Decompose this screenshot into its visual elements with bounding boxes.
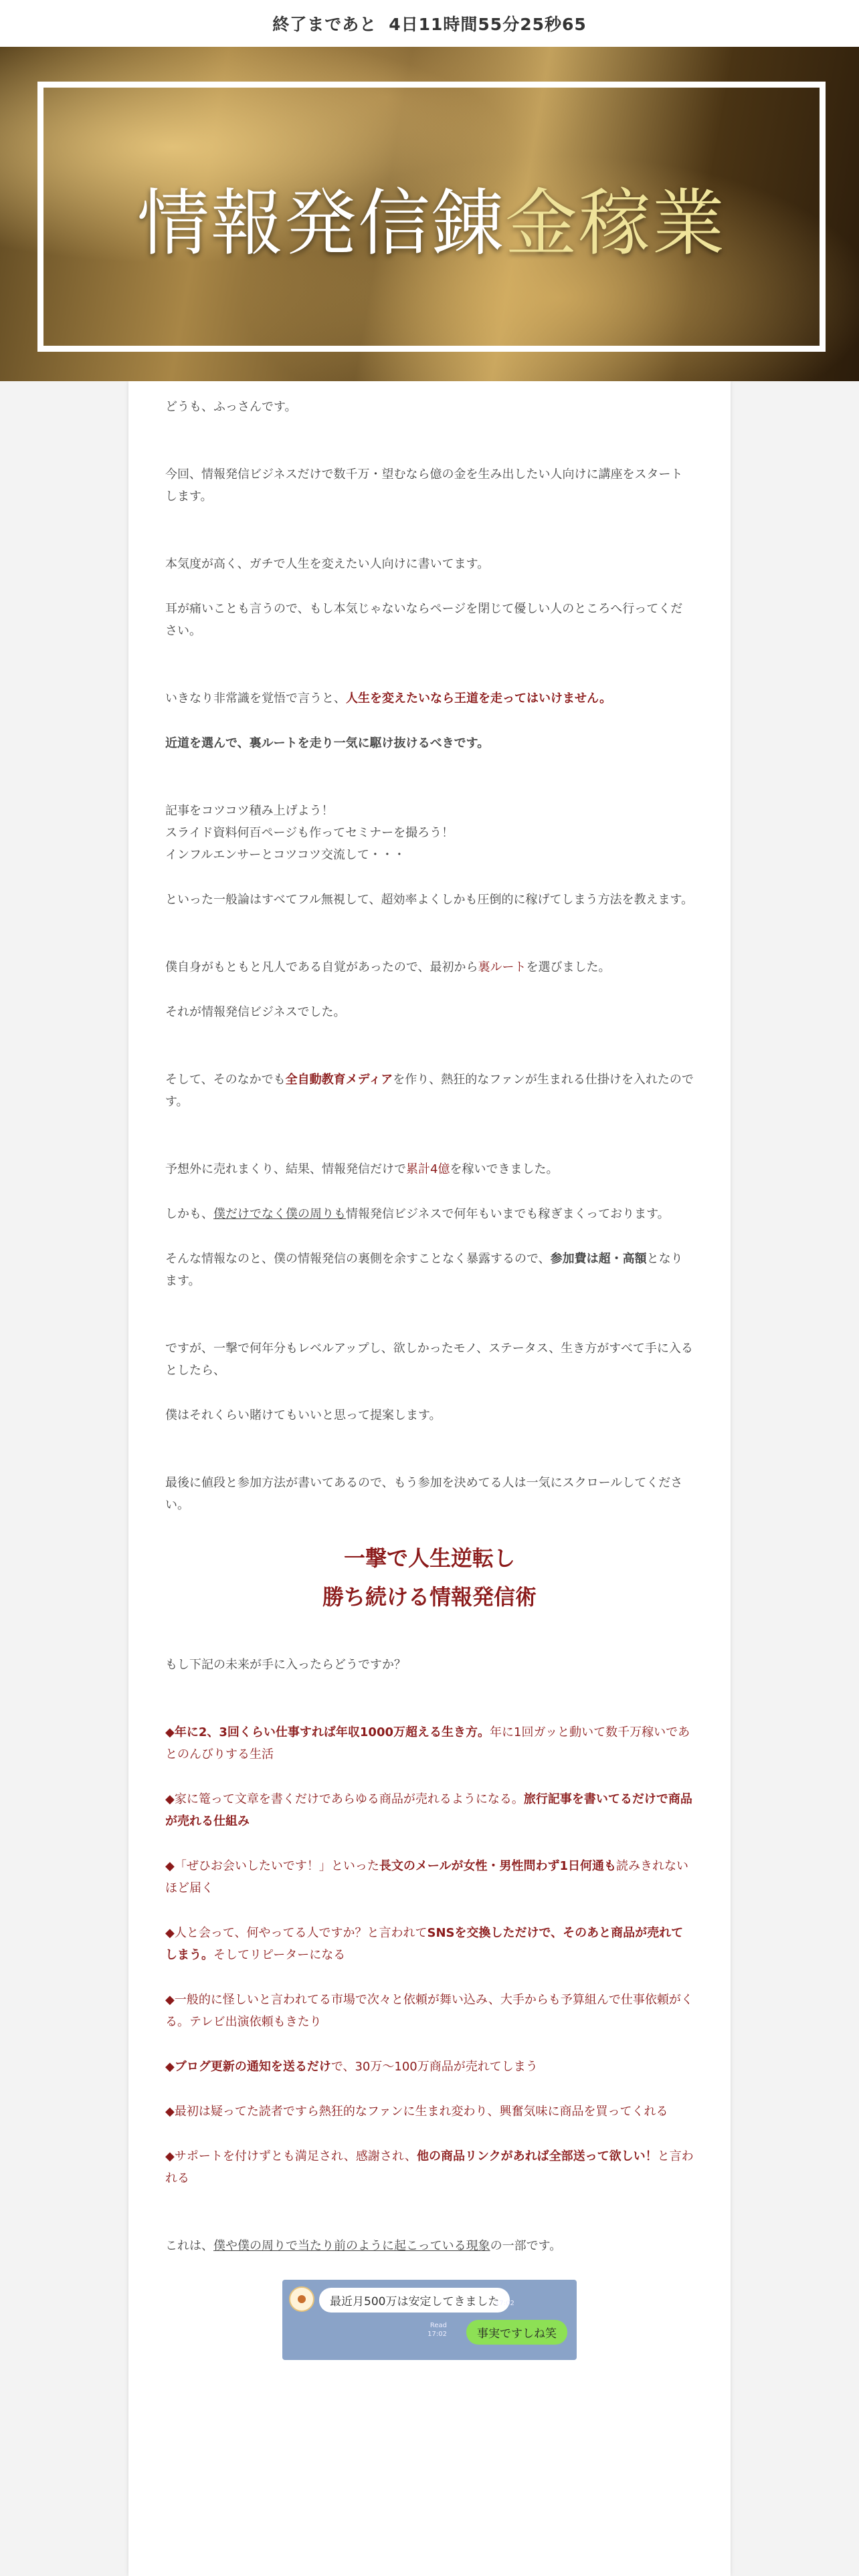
chat-read-meta: Read 17:02 bbox=[427, 2322, 447, 2338]
avatar bbox=[289, 2286, 314, 2312]
paragraph: といった一般論はすべてフル無視して、超効率よくしかも圧倒的に稼げてしまう方法を教えます。 bbox=[165, 893, 694, 907]
paragraph: 僕はそれくらい賭けてもいいと思って提案します。 bbox=[165, 1408, 442, 1422]
paragraph: 本気度が高く、ガチで人生を変えたい人向けに書いてます。 bbox=[165, 557, 490, 571]
paragraph: いきなり非常識を覚悟で言うと、人生を変えたいなら王道を走ってはいけません。 bbox=[165, 691, 612, 706]
article-body bbox=[128, 381, 731, 2576]
paragraph: もし下記の未来が手に入ったらどうですか？ bbox=[165, 1658, 406, 1672]
chat-timestamp: 17:02 bbox=[495, 2300, 514, 2307]
emphasis: 参加費は超・高額 bbox=[550, 1252, 647, 1266]
emphasis: 全自動教育メディア bbox=[285, 1073, 393, 1087]
emphasis: 僕や僕の周りで当たり前のように起こっている現象 bbox=[213, 2239, 490, 2253]
paragraph-emphasis: 近道を選んで、裏ルートを走り一気に駆け抜けるべきです。 bbox=[165, 736, 490, 750]
countdown-timer: 4日11時間55分25秒65 bbox=[389, 15, 587, 34]
benefit-item: ◆年に2、3回くらい仕事すれば年収1000万超える生き方。年に1回ガッと動いて数千万稼いであとのんびりする生活 bbox=[165, 1725, 690, 1761]
benefit-item: ◆一般的に怪しいと言われてる市場で次々と依頼が舞い込み、大手からも予算組んで仕事依頼がくる。テレビ出演依頼もきたり bbox=[165, 1993, 693, 2029]
countdown-bar bbox=[0, 0, 859, 47]
paragraph: しかも、僕だけでなく僕の周りも情報発信ビジネスで何年もいまでも稼ぎまくっております。 bbox=[165, 1207, 670, 1221]
emphasis: 裏ルート bbox=[478, 960, 527, 974]
paragraph: そんな情報なのと、僕の情報発信の裏側を余すことなく暴露するので、参加費は超・高額となります。 bbox=[165, 1252, 683, 1288]
benefit-item: ◆人と会って、何やってる人ですか？と言われてSNSを交換しただけで、そのあと商品が売れてしまう。そしてリピーターになる bbox=[165, 1926, 684, 1962]
emphasis: 僕だけでなく僕の周りも bbox=[213, 1207, 346, 1221]
paragraph: 耳が痛いことも言うので、もし本気じゃないならページを閉じて優しい人のところへ行ってください。 bbox=[165, 602, 683, 638]
hero-banner bbox=[0, 47, 859, 381]
benefit-item: ◆「ぜひお会いしたいです！」といった長文のメールが女性・男性問わず1日何通も読みきれないほど届く bbox=[165, 1859, 689, 1895]
hero-title-gold: 金稼業 bbox=[505, 181, 727, 265]
benefit-item: ◆サポートを付けずとも満足され、感謝され、他の商品リンクがあれば全部送って欲しい！と言われる bbox=[165, 2149, 694, 2185]
paragraph: 予想外に売れまくり、結果、情報発信だけで累計4億を稼いできました。 bbox=[165, 1162, 559, 1176]
chat-screenshot bbox=[282, 2280, 577, 2360]
paragraph: これは、僕や僕の周りで当たり前のように起こっている現象の一部です。 bbox=[165, 2239, 562, 2253]
paragraph-list: 記事をコツコツ積み上げよう！ スライド資料何百ページも作ってセミナーを撮ろう！ インフルエンサーとコツコツ交流して・・・ bbox=[165, 804, 454, 862]
countdown-label: 終了まであと bbox=[272, 15, 377, 34]
paragraph: 最後に値段と参加方法が書いてあるので、もう参加を決めてる人は一気にスクロールしてください。 bbox=[165, 1476, 683, 1512]
benefit-item: ◆家に篭って文章を書くだけであらゆる商品が売れるようになる。旅行記事を書いてるだけで商品が売れる仕組み bbox=[165, 1792, 692, 1828]
paragraph: どうも、ふっさんです。 bbox=[165, 400, 297, 414]
paragraph: 僕自身がもともと凡人である自覚があったので、最初から裏ルートを選びました。 bbox=[165, 960, 611, 974]
section-heading: 一撃で人生逆転し 勝ち続ける情報発信術 bbox=[322, 1545, 537, 1610]
chat-bubble-received: 最近月500万は安定してきました bbox=[319, 2288, 510, 2313]
paragraph: 今回、情報発信ビジネスだけで数千万・望むなら億の金を生み出したい人向けに講座をスタートします。 bbox=[165, 467, 683, 504]
emphasis: 人生を変えたいなら王道を走ってはいけません。 bbox=[346, 691, 612, 706]
hero-title-main: 情報発信錬 bbox=[136, 181, 505, 265]
emphasis: 累計4億 bbox=[406, 1162, 450, 1176]
benefit-item: ◆最初は疑ってた読者ですら熱狂的なファンに生まれ変わり、興奮気味に商品を買ってくれる bbox=[165, 2105, 668, 2119]
chat-bubble-sent: 事実ですしね笑 bbox=[466, 2320, 567, 2345]
paragraph: それが情報発信ビジネスでした。 bbox=[165, 1005, 346, 1019]
benefit-item: ◆ブログ更新の通知を送るだけで、30万〜100万商品が売れてしまう bbox=[165, 2060, 538, 2074]
hero-title bbox=[137, 165, 726, 269]
hero-frame bbox=[37, 82, 826, 352]
paragraph: そして、そのなかでも全自動教育メディアを作り、熱狂的なファンが生まれる仕掛けを入れたのです。 bbox=[165, 1073, 694, 1109]
paragraph-emphasis: ですが、一撃で何年分もレベルアップし、欲しかったモノ、ステータス、生き方がすべて手に入るとしたら、 bbox=[165, 1341, 693, 1378]
